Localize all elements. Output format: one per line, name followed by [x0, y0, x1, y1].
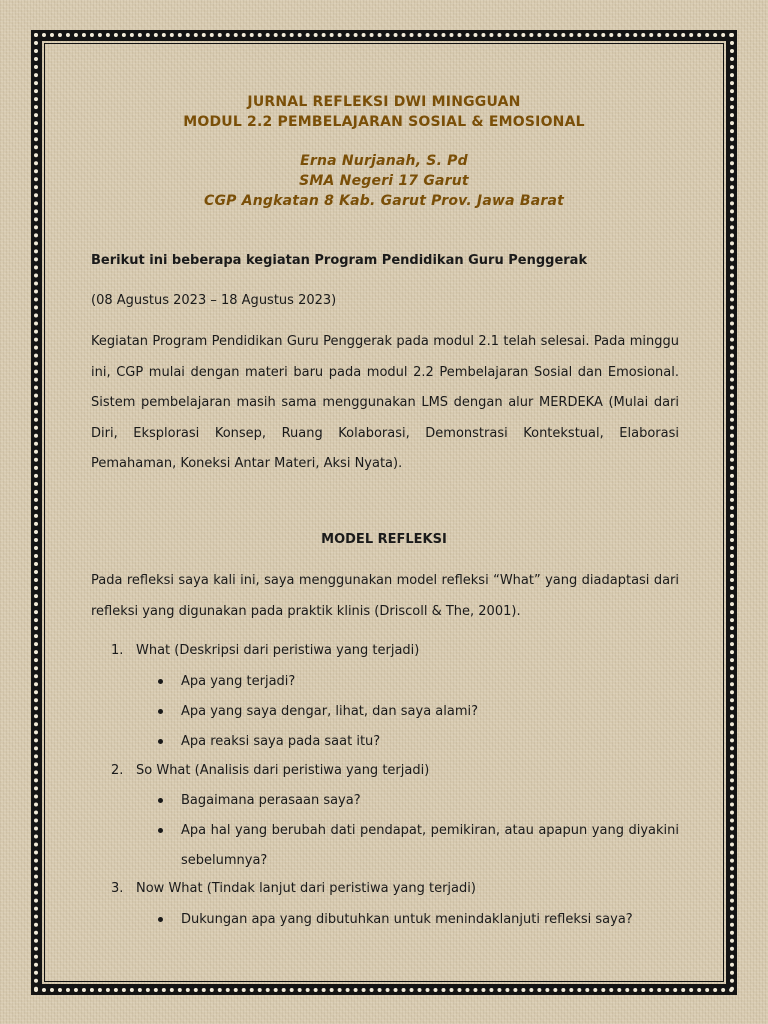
module-title: MODUL 2.2 PEMBELAJARAN SOSIAL & EMOSIONAL: [183, 114, 585, 130]
intro-dates: (08 Agustus 2023 – 18 Agustus 2023): [91, 293, 337, 308]
bullet-item: [158, 905, 679, 935]
list-number: 2.: [111, 763, 124, 778]
list-number: 3.: [111, 881, 124, 896]
list-item-now-what: [111, 881, 476, 896]
bullet-text: Apa reaksi saya pada saat itu?: [181, 734, 381, 749]
list-item-what: [111, 643, 419, 658]
list-item-so-what: [111, 763, 429, 778]
bullet-icon: [158, 828, 163, 833]
bullet-text: Apa hal yang berubah dati pendapat, pemikiran, atau apapun yang diyakini sebelumnya?: [181, 823, 679, 868]
intro-body: Kegiatan Program Pendidikan Guru Penggerak pada modul 2.1 telah selesai. Pada minggu ini, CGP mulai dengan materi baru pada modul 2.2 Pembelajaran Sosial dan Emosional. Sistem pembelajaran masih sama menggunakan LMS dengan alur MERDEKA (Mulai dari Diri, Eksplorasi Konsep, Ruang Kolaborasi, Demonstrasi Kontekstual, Elaborasi Pemahaman, Koneksi Antar Materi, Aksi Nyata).: [91, 334, 679, 471]
model-title: MODEL REFLEKSI: [321, 532, 447, 547]
bullet-item: [158, 697, 679, 727]
bullet-icon: [158, 798, 163, 803]
bullet-text: Apa yang saya dengar, lihat, dan saya alami?: [181, 704, 479, 719]
bullet-icon: [158, 739, 163, 744]
cohort-line: CGP Angkatan 8 Kab. Garut Prov. Jawa Barat: [204, 193, 564, 209]
bullet-icon: [158, 917, 163, 922]
bullet-text: Bagaimana perasaan saya?: [181, 793, 361, 808]
bullet-icon: [158, 709, 163, 714]
bullet-item: [158, 816, 679, 876]
bullet-item: [158, 667, 679, 697]
bullet-item: [158, 786, 679, 816]
list-number: 1.: [111, 643, 124, 658]
school-name: SMA Negeri 17 Garut: [299, 173, 469, 189]
bullet-item: [158, 727, 679, 757]
model-body: Pada refleksi saya kali ini, saya menggunakan model refleksi “What” yang diadaptasi dari refleksi yang digunakan pada praktik klinis (Driscoll & The, 2001).: [91, 573, 679, 619]
list-label: What (Deskripsi dari peristiwa yang terjadi): [136, 643, 420, 658]
bullet-icon: [158, 679, 163, 684]
list-label: So What (Analisis dari peristiwa yang terjadi): [136, 763, 430, 778]
intro-lead: Berikut ini beberapa kegiatan Program Pendidikan Guru Penggerak: [91, 253, 588, 268]
journal-title: JURNAL REFLEKSI DWI MINGGUAN: [247, 94, 521, 110]
bullet-text: Apa yang terjadi?: [181, 674, 296, 689]
list-label: Now What (Tindak lanjut dari peristiwa yang terjadi): [136, 881, 476, 896]
author-name: Erna Nurjanah, S. Pd: [300, 153, 468, 169]
bullet-text: Dukungan apa yang dibutuhkan untuk menindaklanjuti refleksi saya?: [181, 912, 633, 927]
